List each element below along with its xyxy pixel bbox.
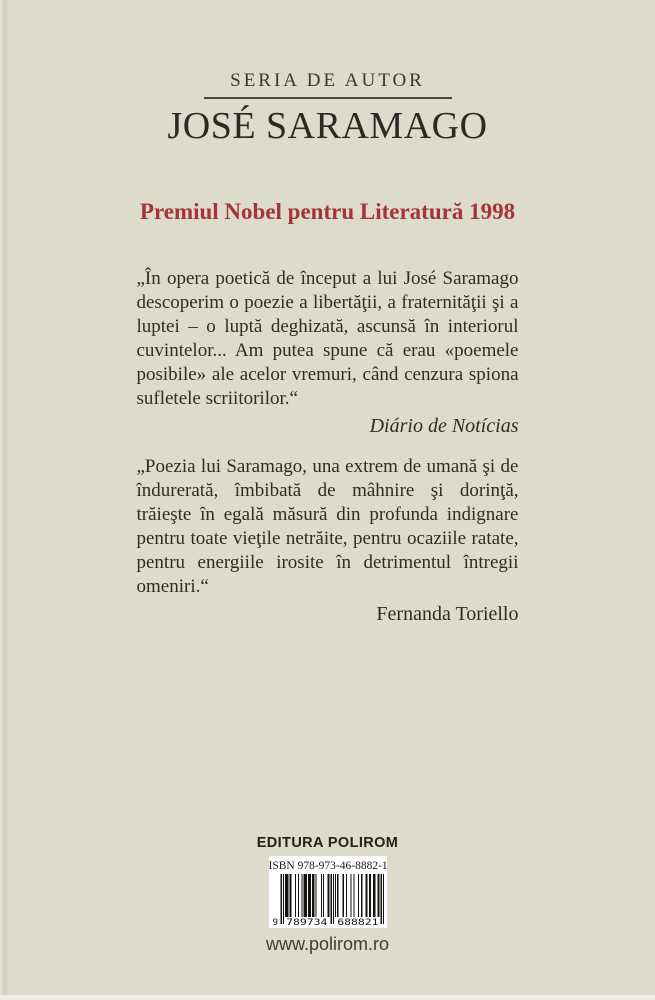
svg-text:688821: 688821 [336, 918, 379, 926]
series-label: SERIA DE AUTOR [230, 70, 425, 91]
quote-1-source: Diário de Notícias [369, 415, 519, 437]
isbn-barcode-box [269, 856, 387, 928]
author-name: JOSÉ SARAMAGO [167, 105, 488, 147]
quote-block [137, 455, 519, 627]
website-url: www.polirom.ro [265, 934, 390, 954]
series-divider-rule [204, 97, 452, 99]
quote-1-text: „În opera poetică de început a lui José Saramago descoperim o poezie a libertăţii, a fraternităţii şi a luptei – o luptă deghizată, ascunsă în interiorul cuvintelor... Am putea spune că erau «poemele posibile» ale acelor vremuri, când cenzura spiona sufletele scriitorilor.“ [136, 268, 519, 409]
svg-text:9: 9 [272, 918, 278, 926]
publisher-name: EDITURA POLIROM [256, 835, 399, 851]
isbn-label: ISBN 978-973-46-8882-1 [268, 860, 388, 872]
quote-block [137, 267, 519, 439]
svg-text:789734: 789734 [285, 918, 327, 926]
series-header [0, 70, 655, 147]
review-quotes [137, 267, 519, 627]
award-title: Premiul Nobel pentru Literatură 1998 [139, 199, 516, 224]
quote-2-text: „Poezia lui Saramago, una extrem de umană şi de îndurerată, îmbibată de mâhnire şi dorinţă, trăieşte în egală măsură din profunda indignare pentru toate vieţile netrăite, pentru ocaziile ratate, pentru energiile irosite în detrimentul întregii omeniri.“ [136, 456, 519, 597]
footer [0, 834, 655, 956]
ean13-barcode [272, 874, 384, 926]
page-bottom-edge [0, 995, 655, 1000]
quote-2-source: Fernanda Toriello [376, 603, 519, 625]
